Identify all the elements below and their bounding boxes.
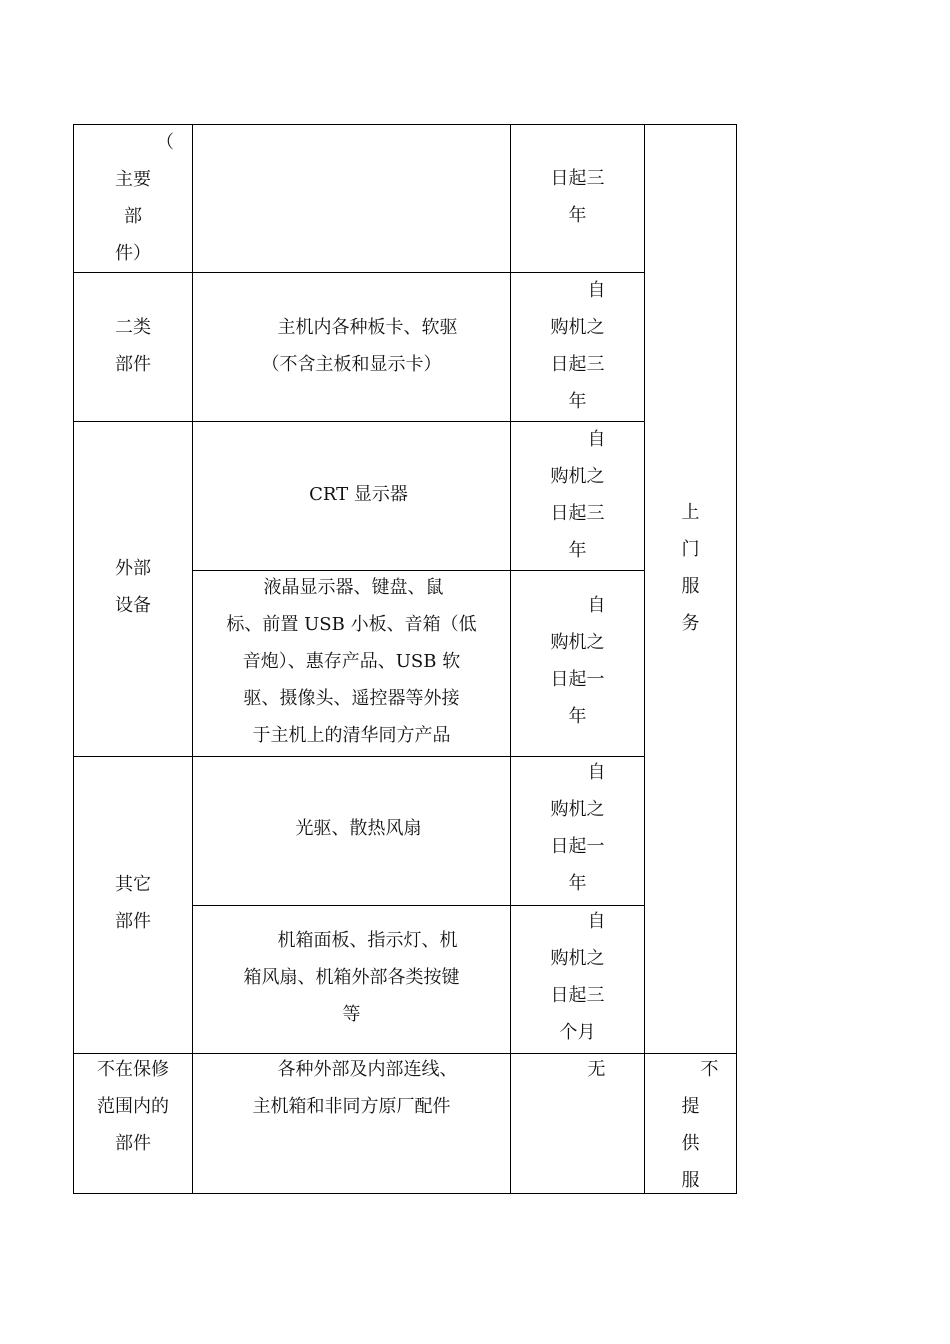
text-line: （ [156,132,174,153]
text-line: 服 [681,1170,700,1191]
text-line: 日起三 [550,503,605,524]
text-line: 供 [681,1133,700,1154]
text-line: 年 [568,205,587,226]
text-line: 等 [342,1004,361,1025]
table-cell-period [511,587,644,735]
text-line: 日起三 [550,985,605,1006]
text-line: 购机之 [550,466,605,487]
text-line: 购机之 [550,799,605,820]
table-cell-items [193,810,510,847]
text-line: 机箱面板、指示灯、机 [277,930,458,951]
table-cell-period [511,272,644,420]
text-line: 驱、摄像头、遥控器等外接 [243,688,460,709]
text-line: CRT 显示器 [309,484,408,505]
text-line: 日起一 [550,836,605,857]
table-cell-category [74,124,192,272]
table-cell-period [511,1051,644,1088]
table-cell-service [645,494,736,642]
table-cell-category [74,1051,192,1162]
text-line: 购机之 [550,632,605,653]
text-line: 无 [587,1059,606,1080]
table-border [73,124,74,1194]
text-line: 外部 [115,558,151,579]
table-cell-period [511,754,644,902]
text-line: 主要 [115,169,151,190]
table-cell-period [511,421,644,569]
text-line: 范围内的 [97,1096,169,1117]
text-line: 光驱、散热风扇 [295,818,422,839]
text-line: 件） [115,243,151,264]
text-line: 主机内各种板卡、软驱 [277,317,458,338]
text-line: 标、前置 USB 小板、音箱（低 [226,614,477,635]
text-line: 日起一 [550,669,605,690]
text-line: 部件 [115,354,151,375]
table-cell-period [511,903,644,1051]
text-line: 门 [681,539,700,560]
table-cell-items [193,309,510,383]
text-line: 其它 [115,874,151,895]
text-line: 部件 [115,911,151,932]
text-line: 日起三 [550,354,605,375]
text-line: 自 [587,762,606,783]
text-line: 务 [681,613,700,634]
text-line: （不含主板和显示卡） [261,354,442,375]
table-border [73,1193,737,1194]
text-line: 年 [568,873,587,894]
text-line: 不在保修 [97,1059,169,1080]
text-line: 不 [700,1059,719,1080]
text-line: 年 [568,540,587,561]
text-line: 设备 [115,595,151,616]
table-cell-items [193,1051,510,1125]
text-line: 年 [568,706,587,727]
text-line: 日起三 [550,168,605,189]
text-line: 年 [568,391,587,412]
text-line: 二类 [115,317,151,338]
text-line: 购机之 [550,317,605,338]
text-line: 液晶显示器、键盘、鼠 [263,577,444,598]
table-cell-category [74,309,192,383]
text-line: 箱风扇、机箱外部各类按键 [243,967,460,988]
text-line: 服 [681,576,700,597]
table-cell-items [193,569,510,754]
text-line: 自 [587,595,606,616]
text-line: 个月 [559,1022,596,1043]
text-line: 自 [587,429,606,450]
text-line: 于主机上的清华同方产品 [252,725,451,746]
table-cell-category [74,550,192,624]
text-line: 上 [681,502,700,523]
text-line: 音炮）、惠存产品、USB 软 [242,651,461,672]
table-border [644,124,645,1194]
text-line: 部 [124,206,142,227]
table-cell-items [193,922,510,1033]
text-line: 各种外部及内部连线、 [277,1059,458,1080]
text-line: 自 [587,280,606,301]
table-cell-service [645,1051,736,1199]
text-line: 购机之 [550,948,605,969]
table-cell-items [193,476,510,513]
table-border [736,124,737,1194]
table-cell-category [74,866,192,940]
table-cell-period [511,160,644,234]
text-line: 部件 [115,1133,151,1154]
text-line: 提 [681,1096,700,1117]
text-line: 自 [587,911,606,932]
text-line: 主机箱和非同方原厂配件 [252,1096,451,1117]
